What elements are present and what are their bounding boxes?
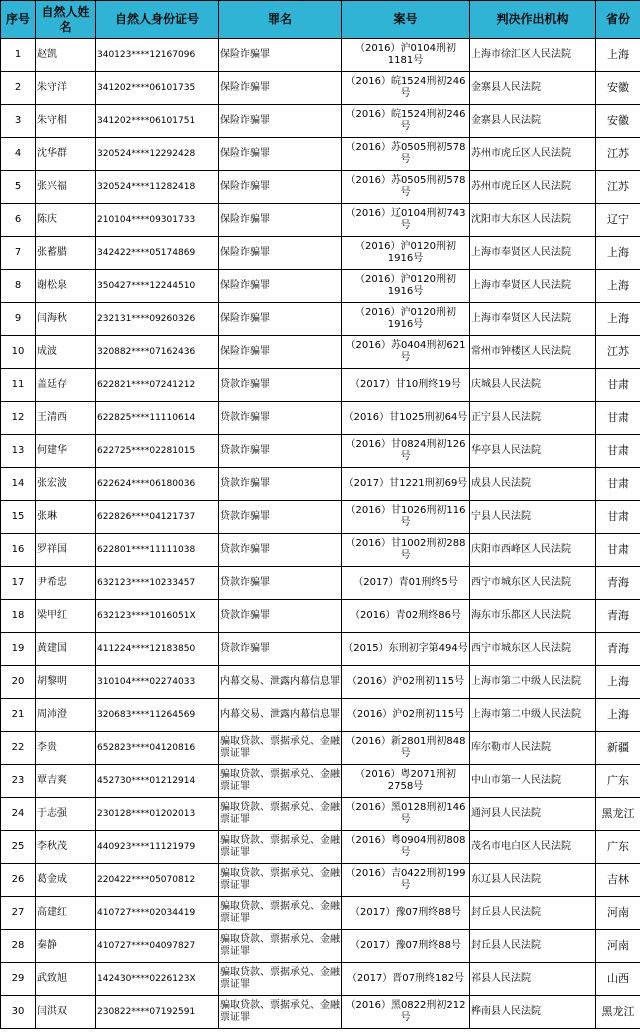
cell-id: 622825****11110614: [96, 402, 219, 435]
cell-name: 李贵: [36, 732, 96, 765]
cell-court: 宁县人民法院: [470, 501, 596, 534]
cell-case: （2016）甘1002刑初288号: [342, 534, 470, 567]
cell-province: 上海: [596, 237, 640, 270]
cell-crime: 保险诈骗罪: [219, 303, 342, 336]
cell-id: 210104****09301733: [96, 204, 219, 237]
table-row: [1, 930, 640, 963]
cell-name: 张兴福: [36, 171, 96, 204]
header-court: 判决作出机构: [470, 1, 596, 39]
cell-name: 盖廷存: [36, 369, 96, 402]
cell-crime: 贷款诈骗罪: [219, 501, 342, 534]
cell-crime: 保险诈骗罪: [219, 270, 342, 303]
cell-province: 青海: [596, 567, 640, 600]
cell-case: （2016）甘0824刑初126号: [342, 435, 470, 468]
cell-province: 辽宁: [596, 204, 640, 237]
cell-case: （2017）晋07刑终182号: [342, 963, 470, 996]
cell-name: 朱守相: [36, 105, 96, 138]
cell-province: 江苏: [596, 336, 640, 369]
table-row: [1, 402, 640, 435]
header-case: 案号: [342, 1, 470, 39]
cell-case: （2016）沪0120刑初1916号: [342, 303, 470, 336]
cell-province: 吉林: [596, 864, 640, 897]
cell-seq: 2: [1, 72, 36, 105]
cell-id: 142430****0226123X: [96, 963, 219, 996]
cell-id: 410727****04097827: [96, 930, 219, 963]
cell-province: 甘肃: [596, 501, 640, 534]
table-row: [1, 303, 640, 336]
cell-case: （2016）新2801刑初848号: [342, 732, 470, 765]
header-name: 自然人姓名: [36, 1, 96, 39]
cell-case: （2017）青01刑终5号: [342, 567, 470, 600]
cell-seq: 8: [1, 270, 36, 303]
cell-crime: 骗取贷款、票据承兑、金融票证罪: [219, 831, 342, 864]
cell-seq: 20: [1, 666, 36, 699]
header-id: 自然人身份证号: [96, 1, 219, 39]
table-row: [1, 501, 640, 534]
cell-case: （2016）粤0904刑初808号: [342, 831, 470, 864]
table-row: [1, 765, 640, 798]
cell-case: （2017）豫07刑终88号: [342, 930, 470, 963]
table-row: [1, 699, 640, 732]
cell-crime: 贷款诈骗罪: [219, 600, 342, 633]
cell-name: 于志强: [36, 798, 96, 831]
cell-id: 622725****02281015: [96, 435, 219, 468]
cell-court: 苏州市虎丘区人民法院: [470, 171, 596, 204]
cell-name: 梁甲红: [36, 600, 96, 633]
cell-name: 成波: [36, 336, 96, 369]
cell-province: 黑龙江: [596, 798, 640, 831]
cell-crime: 贷款诈骗罪: [219, 369, 342, 402]
cell-province: 安徽: [596, 105, 640, 138]
cell-case: （2016）皖1524刑初246号: [342, 105, 470, 138]
cell-crime: 贷款诈骗罪: [219, 567, 342, 600]
cell-name: 沈华群: [36, 138, 96, 171]
cell-name: 李秋茂: [36, 831, 96, 864]
cell-name: 高建红: [36, 897, 96, 930]
cell-crime: 贷款诈骗罪: [219, 534, 342, 567]
table-row: [1, 105, 640, 138]
cell-crime: 保险诈骗罪: [219, 237, 342, 270]
cell-province: 新疆: [596, 732, 640, 765]
cell-case: （2017）甘1221刑初69号: [342, 468, 470, 501]
cell-court: 海东市乐都区人民法院: [470, 600, 596, 633]
cell-province: 广东: [596, 831, 640, 864]
cell-id: 622624****06180036: [96, 468, 219, 501]
cell-name: 陈庆: [36, 204, 96, 237]
cell-province: 上海: [596, 39, 640, 72]
table-row: [1, 831, 640, 864]
cell-province: 青海: [596, 633, 640, 666]
table-row: [1, 369, 640, 402]
cell-id: 320882****07162436: [96, 336, 219, 369]
cell-crime: 保险诈骗罪: [219, 138, 342, 171]
cell-seq: 16: [1, 534, 36, 567]
cell-case: （2015）东刑初字第494号: [342, 633, 470, 666]
cell-seq: 9: [1, 303, 36, 336]
cell-seq: 23: [1, 765, 36, 798]
cell-seq: 22: [1, 732, 36, 765]
cell-crime: 保险诈骗罪: [219, 39, 342, 72]
cell-seq: 15: [1, 501, 36, 534]
table-row: [1, 864, 640, 897]
cell-province: 甘肃: [596, 468, 640, 501]
cell-seq: 7: [1, 237, 36, 270]
cell-name: 黄建国: [36, 633, 96, 666]
cell-seq: 28: [1, 930, 36, 963]
table-row: [1, 138, 640, 171]
cell-case: （2016）沪02刑初115号: [342, 666, 470, 699]
table-row: [1, 39, 640, 72]
cell-case: （2016）皖1524刑初246号: [342, 72, 470, 105]
table-row: [1, 897, 640, 930]
cell-crime: 贷款诈骗罪: [219, 402, 342, 435]
cell-court: 西宁市城东区人民法院: [470, 633, 596, 666]
cell-seq: 27: [1, 897, 36, 930]
cell-province: 河南: [596, 930, 640, 963]
cell-seq: 12: [1, 402, 36, 435]
cell-crime: 骗取贷款、票据承兑、金融票证罪: [219, 897, 342, 930]
cell-id: 622801****11111038: [96, 534, 219, 567]
header-province: 省份: [596, 1, 640, 39]
table-body: [1, 39, 640, 1029]
cell-case: （2016）黑0822刑初212号: [342, 996, 470, 1029]
cell-seq: 24: [1, 798, 36, 831]
cell-court: 庆城县人民法院: [470, 369, 596, 402]
cell-crime: 保险诈骗罪: [219, 336, 342, 369]
cell-id: 622821****07241212: [96, 369, 219, 402]
cell-case: （2016）沪0120刑初1916号: [342, 270, 470, 303]
table-row: [1, 600, 640, 633]
cell-province: 河南: [596, 897, 640, 930]
cell-seq: 18: [1, 600, 36, 633]
table-row: [1, 963, 640, 996]
cell-court: 西宁市城东区人民法院: [470, 567, 596, 600]
cell-court: 上海市第二中级人民法院: [470, 699, 596, 732]
cell-seq: 4: [1, 138, 36, 171]
cell-id: 440923****11121979: [96, 831, 219, 864]
cell-id: 230128****01202013: [96, 798, 219, 831]
cell-id: 652823****04120816: [96, 732, 219, 765]
cell-crime: 保险诈骗罪: [219, 72, 342, 105]
cell-seq: 5: [1, 171, 36, 204]
cell-case: （2016）吉0422刑初199号: [342, 864, 470, 897]
cell-id: 622826****04121737: [96, 501, 219, 534]
cell-name: 葛金成: [36, 864, 96, 897]
cell-crime: 内幕交易、泄露内幕信息罪: [219, 666, 342, 699]
cell-case: （2016）黑0128刑初146号: [342, 798, 470, 831]
cell-crime: 保险诈骗罪: [219, 204, 342, 237]
cell-seq: 1: [1, 39, 36, 72]
cell-court: 桦南县人民法院: [470, 996, 596, 1029]
table-row: [1, 435, 640, 468]
cell-court: 成县人民法院: [470, 468, 596, 501]
cell-seq: 3: [1, 105, 36, 138]
table-row: [1, 633, 640, 666]
cell-seq: 21: [1, 699, 36, 732]
cell-province: 甘肃: [596, 369, 640, 402]
table-row: [1, 567, 640, 600]
cell-province: 黑龙江: [596, 996, 640, 1029]
cell-id: 230822****07192591: [96, 996, 219, 1029]
cell-seq: 19: [1, 633, 36, 666]
cell-crime: 保险诈骗罪: [219, 171, 342, 204]
cell-id: 310104****02274033: [96, 666, 219, 699]
cell-province: 江苏: [596, 138, 640, 171]
cell-id: 320524****11282418: [96, 171, 219, 204]
table-row: [1, 666, 640, 699]
cell-name: 闫海秋: [36, 303, 96, 336]
cell-name: 赵凯: [36, 39, 96, 72]
cell-seq: 25: [1, 831, 36, 864]
cell-seq: 13: [1, 435, 36, 468]
cell-crime: 骗取贷款、票据承兑、金融票证罪: [219, 996, 342, 1029]
table-row: [1, 72, 640, 105]
cell-id: 320524****12292428: [96, 138, 219, 171]
cell-case: （2016）青02刑终86号: [342, 600, 470, 633]
table-row: [1, 996, 640, 1029]
table-row: [1, 798, 640, 831]
cell-court: 庆阳市西峰区人民法院: [470, 534, 596, 567]
cell-case: （2016）粤2071刑初2758号: [342, 765, 470, 798]
cell-crime: 贷款诈骗罪: [219, 633, 342, 666]
cell-name: 谢松泉: [36, 270, 96, 303]
cell-seq: 10: [1, 336, 36, 369]
cell-crime: 贷款诈骗罪: [219, 468, 342, 501]
cell-crime: 保险诈骗罪: [219, 105, 342, 138]
cell-id: 342422****05174869: [96, 237, 219, 270]
cell-province: 广东: [596, 765, 640, 798]
table-row: [1, 468, 640, 501]
cell-name: 王清西: [36, 402, 96, 435]
cell-seq: 14: [1, 468, 36, 501]
cell-court: 上海市奉贤区人民法院: [470, 237, 596, 270]
cell-court: 金寨县人民法院: [470, 105, 596, 138]
cell-crime: 骗取贷款、票据承兑、金融票证罪: [219, 930, 342, 963]
cell-province: 甘肃: [596, 402, 640, 435]
cell-province: 上海: [596, 699, 640, 732]
cell-crime: 贷款诈骗罪: [219, 435, 342, 468]
cell-court: 苏州市虎丘区人民法院: [470, 138, 596, 171]
cell-court: 东辽县人民法院: [470, 864, 596, 897]
cell-crime: 内幕交易、泄露内幕信息罪: [219, 699, 342, 732]
table-row: [1, 171, 640, 204]
cell-court: 中山市第一人民法院: [470, 765, 596, 798]
cell-province: 江苏: [596, 171, 640, 204]
cell-province: 甘肃: [596, 534, 640, 567]
cell-name: 武致旭: [36, 963, 96, 996]
header-crime: 罪名: [219, 1, 342, 39]
table-row: [1, 204, 640, 237]
cell-court: 华亭县人民法院: [470, 435, 596, 468]
cell-court: 上海市第二中级人民法院: [470, 666, 596, 699]
cell-id: 232131****09260326: [96, 303, 219, 336]
cell-name: 何建华: [36, 435, 96, 468]
cell-seq: 26: [1, 864, 36, 897]
cell-case: （2016）苏0505刑初578号: [342, 138, 470, 171]
cell-name: 张蓄腊: [36, 237, 96, 270]
table-row: [1, 534, 640, 567]
cell-case: （2016）沪0120刑初1916号: [342, 237, 470, 270]
cell-id: 632123****10233457: [96, 567, 219, 600]
cell-court: 封丘县人民法院: [470, 897, 596, 930]
table-row: [1, 270, 640, 303]
cell-seq: 17: [1, 567, 36, 600]
cell-court: 祁县人民法院: [470, 963, 596, 996]
cell-province: 山西: [596, 963, 640, 996]
cell-case: （2016）沪0104刑初1181号: [342, 39, 470, 72]
cell-id: 632123****1016051X: [96, 600, 219, 633]
cell-id: 350427****12244510: [96, 270, 219, 303]
table-row: [1, 237, 640, 270]
cell-court: 封丘县人民法院: [470, 930, 596, 963]
table-row: [1, 732, 640, 765]
cell-name: 张琳: [36, 501, 96, 534]
cell-id: 220422****05070812: [96, 864, 219, 897]
cell-crime: 骗取贷款、票据承兑、金融票证罪: [219, 864, 342, 897]
cell-case: （2016）甘1025刑初64号: [342, 402, 470, 435]
cell-seq: 6: [1, 204, 36, 237]
table-header-row: [1, 1, 640, 39]
cell-court: 上海市奉贤区人民法院: [470, 303, 596, 336]
cell-case: （2017）甘10刑终19号: [342, 369, 470, 402]
cell-case: （2016）沪02刑初115号: [342, 699, 470, 732]
cell-province: 上海: [596, 303, 640, 336]
cell-name: 尹希忠: [36, 567, 96, 600]
cell-id: 411224****12183850: [96, 633, 219, 666]
cell-seq: 11: [1, 369, 36, 402]
cell-case: （2016）甘1026刑初116号: [342, 501, 470, 534]
cell-name: 胡黎明: [36, 666, 96, 699]
cell-crime: 骗取贷款、票据承兑、金融票证罪: [219, 732, 342, 765]
cell-case: （2016）苏0505刑初578号: [342, 171, 470, 204]
cell-seq: 29: [1, 963, 36, 996]
cell-crime: 骗取贷款、票据承兑、金融票证罪: [219, 963, 342, 996]
cell-name: 罗祥国: [36, 534, 96, 567]
cell-name: 秦静: [36, 930, 96, 963]
table-row: [1, 336, 640, 369]
cell-name: 闫洪双: [36, 996, 96, 1029]
cell-court: 常州市钟楼区人民法院: [470, 336, 596, 369]
cell-id: 320683****11264569: [96, 699, 219, 732]
cell-court: 上海市奉贤区人民法院: [470, 270, 596, 303]
cell-province: 安徽: [596, 72, 640, 105]
cell-id: 341202****06101735: [96, 72, 219, 105]
cell-court: 金寨县人民法院: [470, 72, 596, 105]
cell-court: 库尔勒市人民法院: [470, 732, 596, 765]
cell-id: 341202****06101751: [96, 105, 219, 138]
cell-court: 上海市徐汇区人民法院: [470, 39, 596, 72]
cell-province: 甘肃: [596, 435, 640, 468]
cell-crime: 骗取贷款、票据承兑、金融票证罪: [219, 765, 342, 798]
cell-court: 通河县人民法院: [470, 798, 596, 831]
cell-case: （2016）苏0404刑初621号: [342, 336, 470, 369]
cell-seq: 30: [1, 996, 36, 1029]
cell-name: 周沛澄: [36, 699, 96, 732]
cell-id: 452730****01212914: [96, 765, 219, 798]
cell-id: 410727****02034419: [96, 897, 219, 930]
header-seq: 序号: [1, 1, 36, 39]
cell-court: 正宁县人民法院: [470, 402, 596, 435]
cell-name: 朱守洋: [36, 72, 96, 105]
cell-court: 沈阳市大东区人民法院: [470, 204, 596, 237]
cell-province: 上海: [596, 666, 640, 699]
cell-crime: 骗取贷款、票据承兑、金融票证罪: [219, 798, 342, 831]
cell-name: 覃吉爽: [36, 765, 96, 798]
cell-name: 张宏波: [36, 468, 96, 501]
cell-court: 茂名市电白区人民法院: [470, 831, 596, 864]
cell-province: 上海: [596, 270, 640, 303]
cell-id: 340123****12167096: [96, 39, 219, 72]
cell-case: （2017）豫07刑终88号: [342, 897, 470, 930]
cell-case: （2016）辽0104刑初743号: [342, 204, 470, 237]
cell-province: 青海: [596, 600, 640, 633]
